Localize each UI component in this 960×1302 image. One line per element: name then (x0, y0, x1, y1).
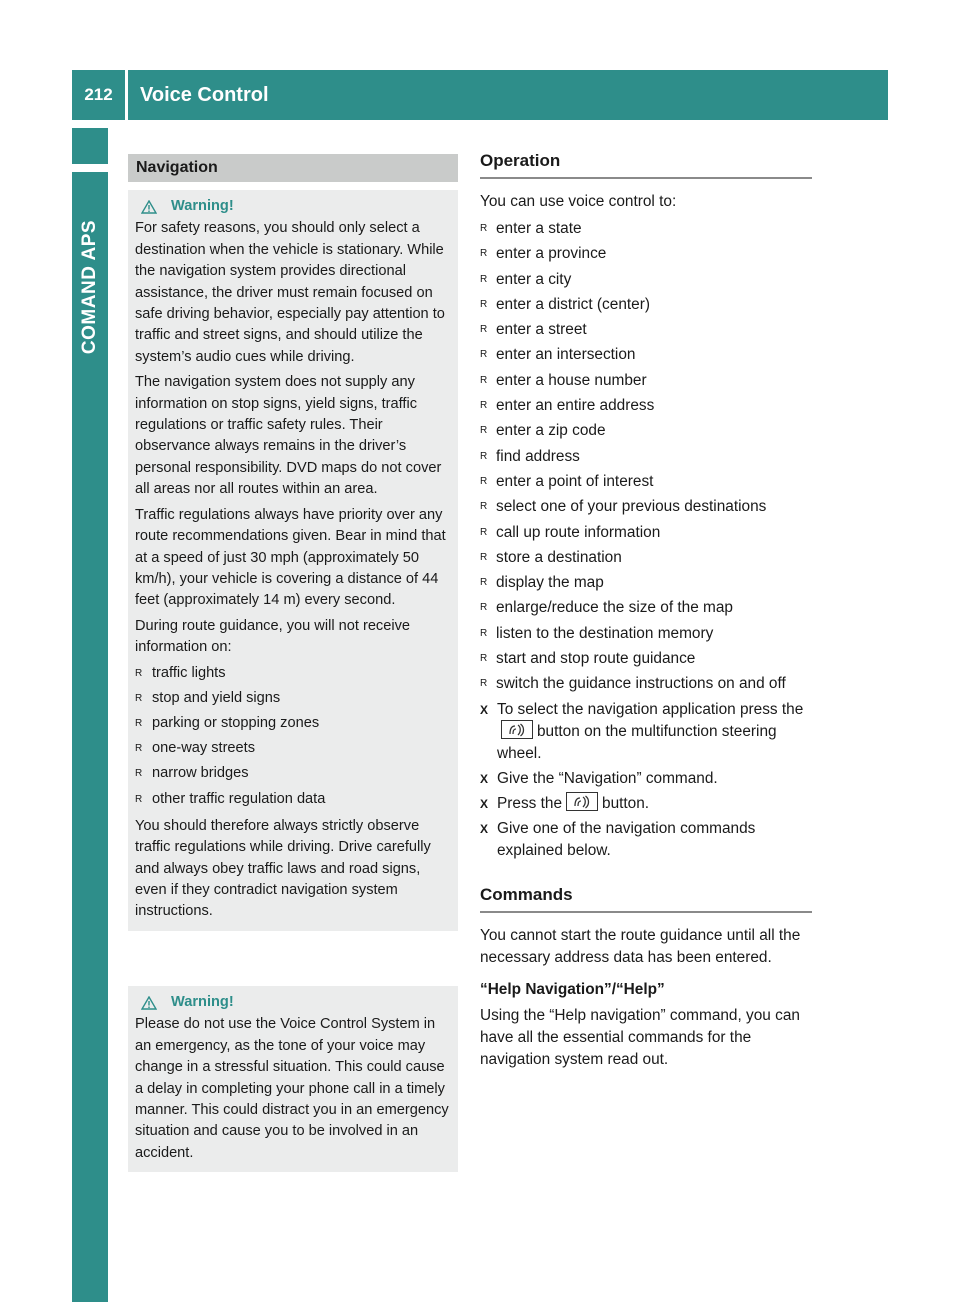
list-item: R narrow bridges (135, 761, 452, 786)
list-item: R listen to the destination memory (480, 621, 812, 646)
list-item: R enter a province (480, 241, 812, 266)
list-item: R start and stop route guidance (480, 646, 812, 671)
list-item: R enter a street (480, 317, 812, 342)
list-item: R call up route information (480, 520, 812, 545)
heading-commands: Commands (480, 884, 812, 913)
list-item: R traffic lights (135, 661, 452, 686)
warning-paragraph: Please do not use the Voice Control System in an emergency, as the tone of your voice may change in a stressful situation. This could cause a delay in completing your phone call in a timely manner. This could distract you in an emergency situation and cause you to be involved in an accident. (135, 1016, 449, 1161)
instruction-step: X Give one of the navigation commands explained below. (480, 818, 812, 862)
list-item: R other traffic regulation data (135, 787, 452, 812)
list-item: R switch the guidance instructions on and off (480, 671, 812, 696)
list-item: R find address (480, 444, 812, 469)
list-item: R enter an intersection (480, 342, 812, 367)
list-item: R enlarge/reduce the size of the map (480, 595, 812, 620)
instruction-step: X Press the button. (480, 793, 812, 815)
section-title-navigation: Navigation (128, 154, 458, 182)
side-tab-marker (72, 128, 108, 164)
list-item: R store a destination (480, 545, 812, 570)
warning-triangle-icon (141, 996, 157, 1010)
list-item: R enter a city (480, 267, 812, 292)
help-heading: “Help Navigation”/“Help” (480, 980, 665, 998)
voice-control-list (480, 216, 812, 697)
side-tab-label: COMAND APS (79, 219, 100, 355)
operation-intro: You can use voice control to: (480, 193, 677, 210)
right-column (480, 150, 812, 1077)
help-text: Using the “Help navigation” command, you can have all the essential commands for the navigation system read out. (480, 1006, 800, 1068)
instruction-step: X To select the navigation application press thebutton on the multifunction steering wheel. (480, 699, 812, 765)
voice-control-icon (566, 792, 598, 811)
warning-box-safety (128, 190, 458, 931)
warning-triangle-icon (141, 200, 157, 214)
list-item: R enter a house number (480, 368, 812, 393)
list-item: R enter an entire address (480, 393, 812, 418)
list-item: R parking or stopping zones (135, 711, 452, 736)
warning-box-emergency (128, 986, 458, 1172)
no-info-list (135, 661, 452, 812)
list-item: R stop and yield signs (135, 686, 452, 711)
list-item: R enter a state (480, 216, 812, 241)
warning-title: Warning! (135, 992, 452, 1013)
warning-paragraph: You should therefore always strictly observe traffic regulations while driving. Drive carefully and always obey traffic laws and road signs, even if they contradict navigation system instructions. (135, 817, 431, 920)
list-item: R select one of your previous destinations (480, 494, 812, 519)
page-title: Voice Control (140, 83, 269, 106)
list-item: R enter a zip code (480, 418, 812, 443)
instruction-step: X Give the “Navigation” command. (480, 768, 812, 790)
instruction-steps (480, 699, 812, 862)
header-divider (125, 70, 128, 120)
warning-paragraph: For safety reasons, you should only select a destination when the vehicle is stationary. While the navigation system provides directional assistance, the driver must remain focused on safe driving behavior, especially pay attention to traffic and street signs, and should utilize the system’s audio cues while driving. (135, 220, 445, 365)
page-number: 212 (84, 85, 113, 104)
warning-title: Warning! (135, 196, 452, 217)
warning-paragraph: The navigation system does not supply any information on stop signs, yield signs, traffic regulations or traffic safety rules. Their observance always remains in the driver’s personal responsibility. DVD maps do not cover all areas nor all routes within an area. (135, 374, 442, 498)
heading-operation: Operation (480, 150, 812, 179)
list-item: R one-way streets (135, 736, 452, 761)
list-item: R display the map (480, 570, 812, 595)
warning-paragraph: Traffic regulations always have priority over any route recommendations given. Bear in mind that at a speed of just 30 mph (approximately 50 km/h), your vehicle is covering a distance of 44 feet (approximately 14 m) every second. (135, 506, 446, 609)
warning-paragraph: During route guidance, you will not receive information on: (135, 617, 411, 656)
voice-control-icon (501, 720, 533, 739)
list-item: R enter a point of interest (480, 469, 812, 494)
commands-text: You cannot start the route guidance until all the necessary address data has been entered. (480, 926, 801, 966)
list-item: R enter a district (center) (480, 292, 812, 317)
